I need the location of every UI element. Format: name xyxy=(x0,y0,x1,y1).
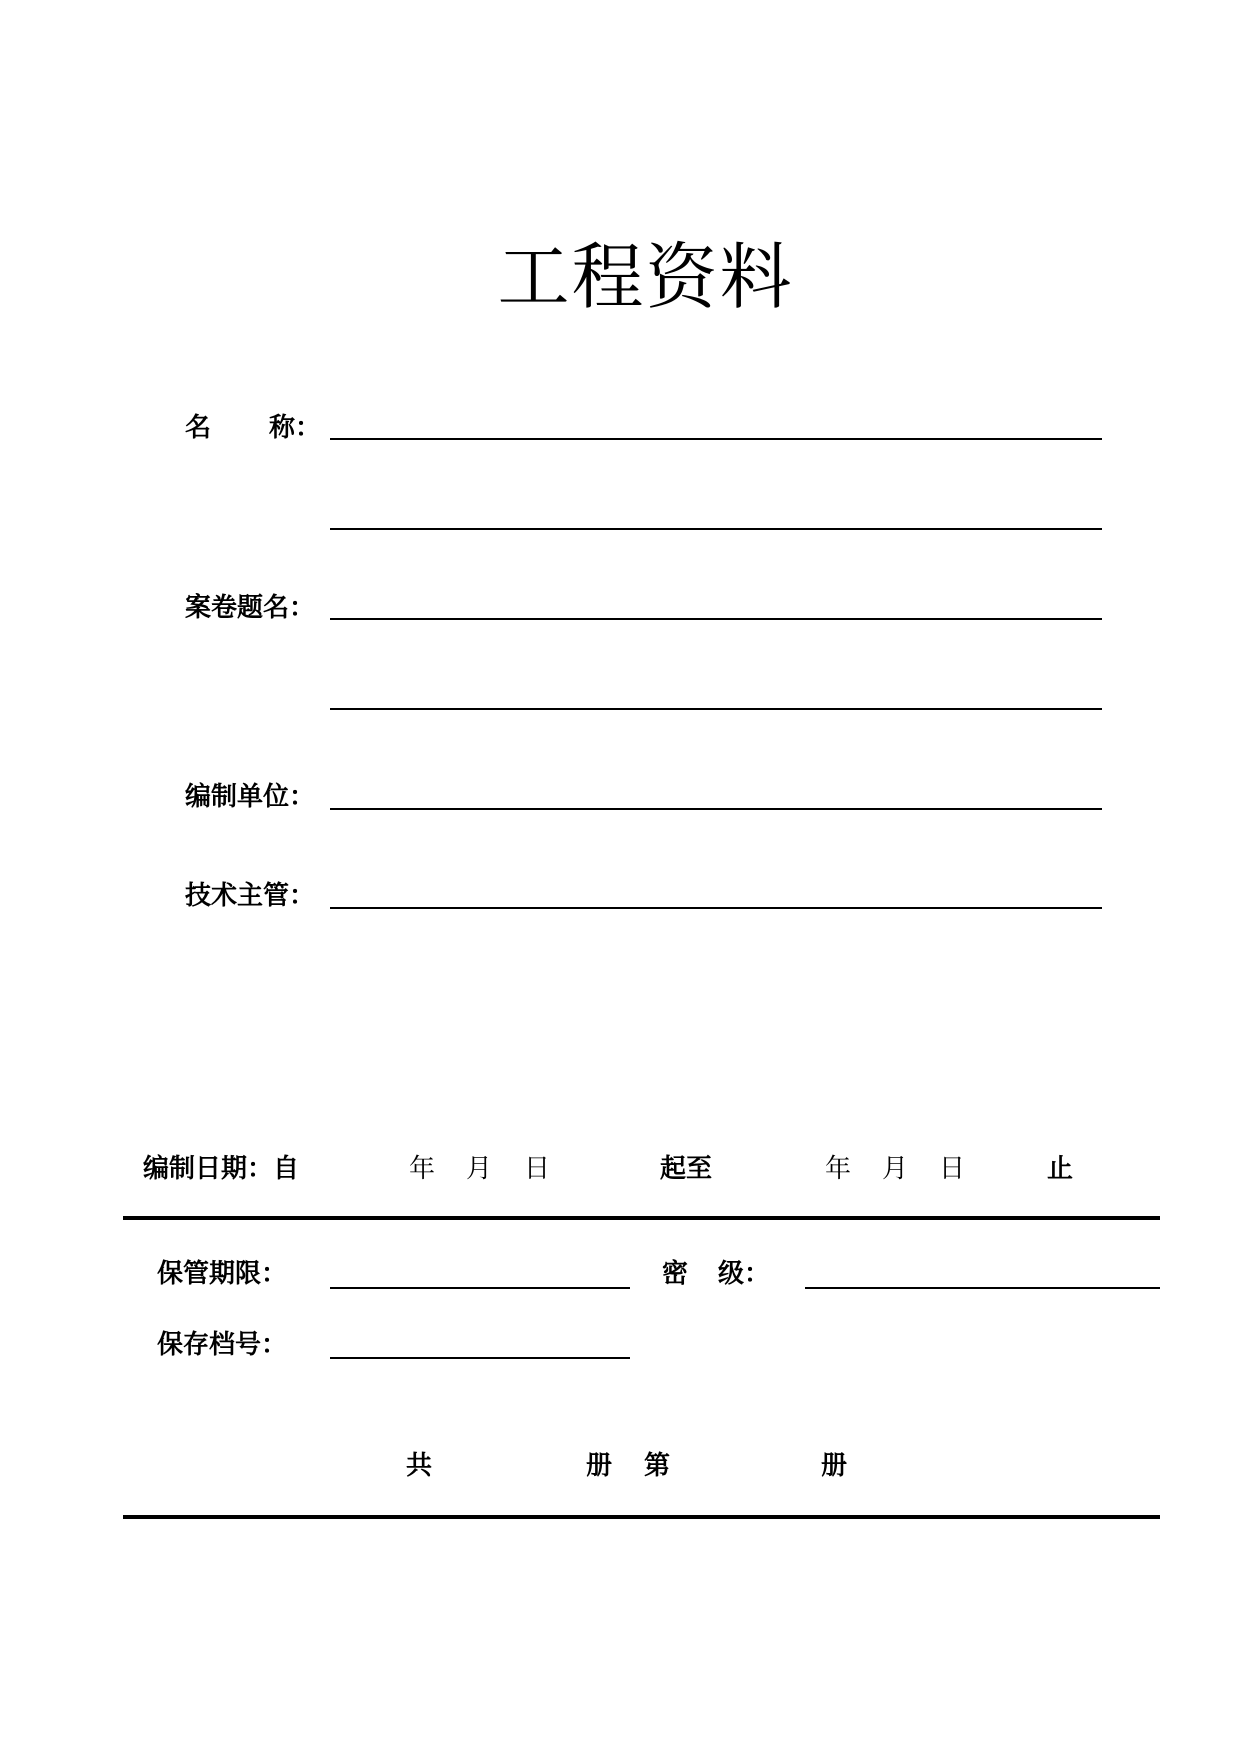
volume-unit-2: 册 xyxy=(821,1451,848,1481)
name-label-part1: 名 xyxy=(185,413,212,443)
date-end: 止 xyxy=(1047,1154,1074,1184)
date-year-2: 年 xyxy=(825,1154,852,1184)
divider-bottom xyxy=(123,1515,1160,1519)
date-day-1: 日 xyxy=(524,1154,551,1184)
tech-manager-label: 技术主管： xyxy=(185,881,316,911)
volume-total-label: 共 xyxy=(406,1451,433,1481)
volume-nth-label: 第 xyxy=(644,1451,671,1481)
date-middle: 起至 xyxy=(660,1154,713,1184)
date-year-1: 年 xyxy=(409,1154,436,1184)
case-title-line-1[interactable] xyxy=(330,618,1102,620)
archive-number-label: 保存档号： xyxy=(157,1330,288,1360)
name-line-2[interactable] xyxy=(330,528,1102,530)
compiler-line[interactable] xyxy=(330,808,1102,810)
case-title-line-2[interactable] xyxy=(330,708,1102,710)
secret-label-part2: 级： xyxy=(718,1259,771,1289)
compiler-label: 编制单位： xyxy=(185,782,316,812)
archive-number-line[interactable] xyxy=(330,1357,630,1359)
retention-period-line[interactable] xyxy=(330,1287,630,1289)
secret-label-part1: 密 xyxy=(662,1259,689,1289)
date-month-1: 月 xyxy=(466,1154,493,1184)
secret-level-line[interactable] xyxy=(805,1287,1160,1289)
name-line-1[interactable] xyxy=(330,438,1102,440)
date-label: 编制日期：自 xyxy=(143,1154,300,1184)
divider-top xyxy=(123,1216,1160,1220)
date-day-2: 日 xyxy=(939,1154,966,1184)
name-label-part2: 称： xyxy=(269,413,322,443)
date-month-2: 月 xyxy=(882,1154,909,1184)
tech-manager-line[interactable] xyxy=(330,907,1102,909)
case-title-label: 案卷题名： xyxy=(185,593,316,623)
page-title: 工程资料 xyxy=(497,235,794,319)
retention-period-label: 保管期限： xyxy=(157,1259,288,1289)
volume-unit-1: 册 xyxy=(586,1451,613,1481)
